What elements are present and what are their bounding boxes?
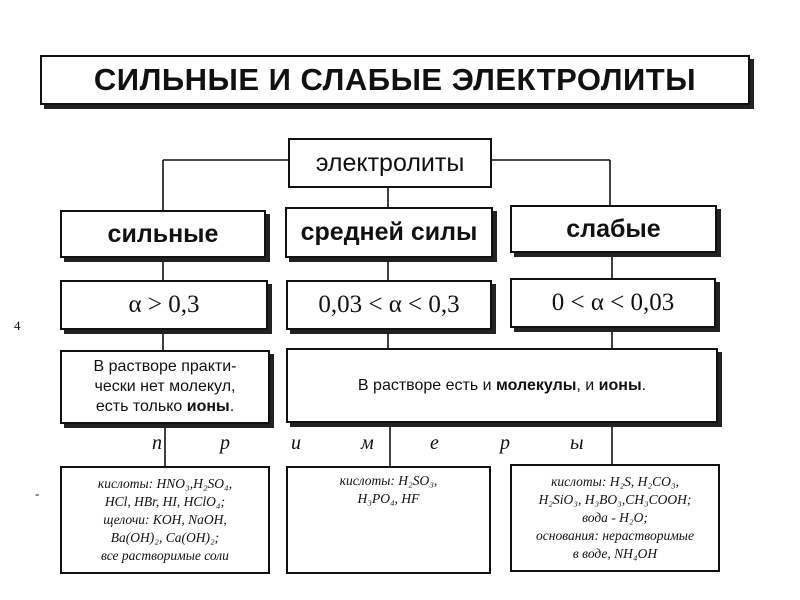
description-other-ions: ионы (598, 376, 642, 394)
example-line: HCl, HBr, HI, HClO₄; (104, 494, 226, 509)
examples-letter: ы (570, 432, 584, 454)
description-strong-line2: чески нет молекул, (94, 378, 236, 395)
category-medium (285, 207, 493, 258)
margin-dash: - (35, 486, 40, 501)
example-line: все растворимые соли (101, 548, 229, 563)
description-strong-line3-post: . (229, 398, 235, 415)
example-line: H₃PO₄, HF (357, 491, 420, 506)
root-label: электролиты (315, 148, 465, 177)
example-line: щелочи: KOH, NaOH, (103, 512, 227, 527)
example-line: H₂SiO₃, H₃BO₃,CH₃COOH; (538, 492, 692, 507)
examples-letter: м (361, 432, 374, 454)
description-other-text (358, 376, 646, 396)
category-strong (60, 210, 266, 258)
example-line: кислоты: H₂SO₃, (339, 473, 438, 488)
description-other-molecules: молекулы (496, 376, 577, 394)
description-strong-line3 (94, 397, 237, 417)
category-weak-label: слабые (566, 214, 661, 243)
examples-letter: р (220, 432, 230, 454)
description-strong-line3-pre: есть только (95, 398, 187, 415)
examples-letter: е (430, 432, 439, 454)
examples-letter: и (291, 432, 301, 454)
description-other-mid: , и (576, 376, 599, 394)
formula-medium-text: 0,03 < α < 0,3 (318, 291, 460, 318)
category-strong-label: сильные (107, 219, 219, 248)
examples-letter: п (152, 432, 162, 454)
examples-weak (510, 464, 720, 572)
example-line: кислоты: HNO₃,H₂SO₄, (97, 476, 233, 491)
root-node (288, 138, 492, 188)
example-line: Ba(OH)₂, Ca(OH)₂; (110, 530, 220, 545)
example-line: кислоты: H₂S, H₂CO₃, (551, 474, 679, 489)
category-medium-label: средней силы (300, 218, 478, 246)
example-line: основания: нерастворимые (536, 528, 694, 543)
category-weak (510, 205, 717, 253)
formula-medium (286, 280, 492, 330)
description-strong (60, 350, 270, 424)
description-medium-weak (286, 348, 718, 423)
description-other-post: . (641, 376, 647, 394)
examples-letter: р (500, 432, 510, 454)
examples-medium (286, 466, 491, 574)
formula-strong (60, 280, 268, 330)
description-strong-ions: ионы (186, 398, 230, 415)
formula-strong-text: α > 0,3 (128, 291, 200, 318)
margin-page-number: 4 (14, 318, 21, 333)
description-other-pre: В растворе есть и (357, 376, 497, 394)
page-title: СИЛЬНЫЕ И СЛАБЫЕ ЭЛЕКТРОЛИТЫ (93, 62, 697, 97)
example-line: вода - H₂O; (582, 510, 648, 525)
title-box (40, 55, 750, 105)
example-line: в воде, NH₄OH (572, 546, 658, 561)
formula-weak-text: 0 < α < 0,03 (551, 289, 675, 316)
description-strong-line1: В растворе практи- (93, 358, 237, 375)
examples-strong (60, 466, 270, 574)
formula-weak (510, 278, 716, 328)
